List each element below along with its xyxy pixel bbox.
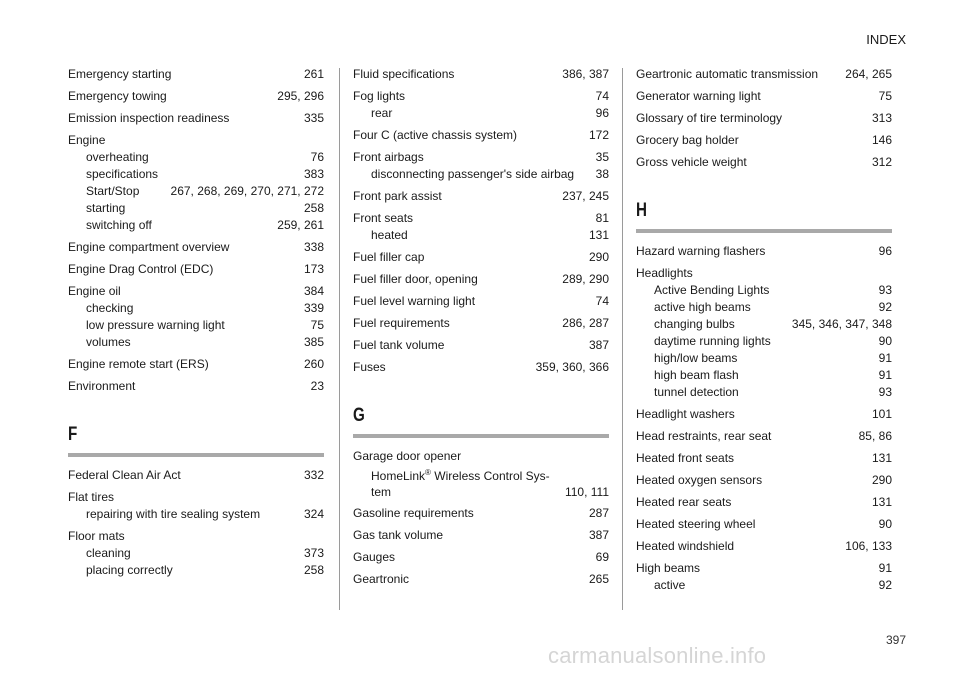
entry-pages: 101 — [871, 407, 892, 421]
subentry-pages: 258 — [303, 563, 324, 577]
index-entry — [353, 359, 609, 376]
subentry-pages: 324 — [303, 507, 324, 521]
index-entry — [353, 527, 609, 544]
entry-pages: 313 — [871, 111, 892, 125]
index-entry — [636, 406, 892, 423]
index-subentry — [636, 282, 892, 299]
index-entry — [353, 127, 609, 144]
index-entry — [353, 271, 609, 288]
section-letter: G — [353, 405, 365, 426]
section-divider — [68, 453, 324, 457]
index-entry — [68, 88, 324, 105]
entry-label: Hazard warning flashers — [636, 244, 766, 258]
subentry-label: overheating — [86, 150, 149, 164]
index-subentry — [68, 506, 324, 523]
entry-pages: 289, 290 — [562, 272, 609, 286]
subentry-label: volumes — [86, 335, 131, 349]
entry-label: Engine compartment overview — [68, 240, 230, 254]
entry-pages: 172 — [588, 128, 609, 142]
entry-pages: 131 — [871, 451, 892, 465]
entry-label: Floor mats — [68, 529, 125, 543]
entry-label: Gasoline requirements — [353, 506, 474, 520]
entry-pages: 386, 387 — [562, 67, 609, 81]
entry-label: Emergency towing — [68, 89, 167, 103]
index-column-2 — [353, 66, 609, 588]
entry-label: Flat tires — [68, 490, 115, 504]
index-entry — [353, 149, 609, 166]
index-subentry — [353, 465, 609, 500]
entry-pages: 146 — [871, 133, 892, 147]
entry-label: Gas tank volume — [353, 528, 444, 542]
subentry-label: high beam flash — [654, 368, 739, 382]
index-subentry — [353, 227, 609, 244]
page-number: 397 — [885, 633, 906, 647]
subentry-pages: 258 — [303, 201, 324, 215]
entry-label: Heated oxygen sensors — [636, 473, 763, 487]
entry-label: Generator warning light — [636, 89, 761, 103]
index-entry — [636, 538, 892, 555]
subentry-pages: 345, 346, 347, 348 — [791, 317, 892, 331]
index-subentry — [636, 384, 892, 401]
entry-label: Engine remote start (ERS) — [68, 357, 209, 371]
subentry-label-line2 — [371, 484, 609, 500]
subentry-pages: 383 — [303, 167, 324, 181]
entry-pages: 131 — [871, 495, 892, 509]
subentry-pages: 75 — [310, 318, 324, 332]
entry-pages: 290 — [588, 250, 609, 264]
entry-pages: 23 — [310, 379, 324, 393]
entry-label: Fog lights — [353, 89, 406, 103]
entry-pages: 295, 296 — [277, 89, 324, 103]
index-entry — [353, 315, 609, 332]
index-entry — [636, 88, 892, 105]
subentry-pages: 93 — [878, 385, 892, 399]
section-divider — [353, 434, 609, 438]
entry-label: Environment — [68, 379, 136, 393]
subentry-pages: 76 — [310, 150, 324, 164]
entry-pages: 335 — [303, 111, 324, 125]
subentry-label: active — [654, 578, 686, 592]
index-entry — [636, 132, 892, 149]
entry-label: Fluid specifications — [353, 67, 455, 81]
index-entry — [636, 154, 892, 171]
entry-label: Gauges — [353, 550, 396, 564]
entry-label: Front seats — [353, 211, 414, 225]
entry-pages: 90 — [878, 517, 892, 531]
entry-label: Fuses — [353, 360, 386, 374]
entry-label: Headlights — [636, 266, 693, 280]
subentry-pages: 92 — [878, 300, 892, 314]
entry-label: Heated windshield — [636, 539, 735, 553]
subentry-pages: 339 — [303, 301, 324, 315]
index-entry — [68, 110, 324, 127]
entry-pages: 265 — [588, 572, 609, 586]
entry-label: Engine Drag Control (EDC) — [68, 262, 214, 276]
entry-label: Fuel requirements — [353, 316, 450, 330]
index-entry — [353, 293, 609, 310]
subentry-pages: 267, 268, 269, 270, 271, 272 — [170, 184, 324, 198]
entry-pages: 387 — [588, 528, 609, 542]
entry-label: Grocery bag holder — [636, 133, 739, 147]
subentry-pages: 259, 261 — [277, 218, 324, 232]
section-letter: H — [636, 200, 647, 221]
index-entry — [353, 571, 609, 588]
index-entry — [353, 88, 609, 105]
index-entry — [68, 489, 324, 506]
subentry-pages: 131 — [588, 228, 609, 242]
subentry-label: disconnecting passenger's side airbag — [371, 167, 575, 181]
index-subentry — [68, 166, 324, 183]
index-entry — [636, 110, 892, 127]
index-subentry — [636, 367, 892, 384]
entry-label: Garage door opener — [353, 449, 462, 463]
index-subentry — [636, 299, 892, 316]
index-entry — [68, 66, 324, 83]
index-entry — [353, 249, 609, 266]
subentry-label: active high beams — [654, 300, 751, 314]
subentry-pages: 90 — [878, 334, 892, 348]
entry-label: Federal Clean Air Act — [68, 468, 181, 482]
entry-label: Geartronic automatic transmission — [636, 67, 819, 81]
index-entry — [68, 261, 324, 278]
entry-pages: 74 — [595, 294, 609, 308]
index-entry — [353, 505, 609, 522]
subentry-label: placing correctly — [86, 563, 173, 577]
index-subentry — [68, 562, 324, 579]
entry-label: High beams — [636, 561, 701, 575]
subentry-label: specifications — [86, 167, 159, 181]
entry-pages: 35 — [595, 150, 609, 164]
entry-pages: 332 — [303, 468, 324, 482]
entry-label: Fuel filler cap — [353, 250, 425, 264]
entry-pages: 91 — [878, 561, 892, 575]
entry-pages: 312 — [871, 155, 892, 169]
index-entry — [353, 337, 609, 354]
index-entry — [636, 265, 892, 282]
subentry-pages: 91 — [878, 368, 892, 382]
index-entry — [68, 283, 324, 300]
index-entry — [68, 467, 324, 484]
index-entry — [353, 549, 609, 566]
subentry-label-continued: tem — [371, 485, 392, 499]
subentry-pages: 373 — [303, 546, 324, 560]
entry-pages: 286, 287 — [562, 316, 609, 330]
index-entry — [636, 243, 892, 260]
index-subentry — [636, 333, 892, 350]
subentry-label: switching off — [86, 218, 152, 232]
entry-label: Heated front seats — [636, 451, 735, 465]
subentry-label: repairing with tire sealing system — [86, 507, 261, 521]
entry-pages: 290 — [871, 473, 892, 487]
index-entry — [68, 378, 324, 395]
index-entry — [636, 450, 892, 467]
index-subentry — [68, 183, 324, 200]
watermark: carmanualsonline.info — [548, 643, 767, 668]
index-entry — [636, 516, 892, 533]
entry-label: Front airbags — [353, 150, 424, 164]
index-column-1 — [68, 66, 324, 579]
subentry-label-line1 — [371, 465, 609, 484]
subentry-pages: 92 — [878, 578, 892, 592]
index-subentry — [68, 200, 324, 217]
registered-mark: ® — [425, 468, 431, 477]
subentry-pages: 96 — [595, 106, 609, 120]
entry-label: Engine — [68, 133, 106, 147]
index-entry — [353, 66, 609, 83]
entry-pages: 387 — [588, 338, 609, 352]
subentry-label: HomeLink — [371, 469, 426, 483]
subentry-label: Active Bending Lights — [654, 283, 770, 297]
index-subentry — [353, 105, 609, 122]
subentry-label: Start/Stop — [86, 184, 140, 198]
index-subentry — [636, 350, 892, 367]
section-header — [353, 404, 609, 438]
index-column-3 — [636, 66, 892, 594]
entry-pages: 359, 360, 366 — [535, 360, 609, 374]
subentry-label: heated — [371, 228, 408, 242]
subentry-label: tunnel detection — [654, 385, 739, 399]
entry-label: Headlight washers — [636, 407, 735, 421]
entry-pages: 338 — [303, 240, 324, 254]
index-entry — [68, 132, 324, 149]
index-subentry — [68, 217, 324, 234]
index-entry — [353, 448, 609, 465]
subentry-label: changing bulbs — [654, 317, 735, 331]
index-subentry — [68, 334, 324, 351]
subentry-pages: 93 — [878, 283, 892, 297]
entry-pages: 261 — [303, 67, 324, 81]
entry-label: Fuel level warning light — [353, 294, 476, 308]
entry-label: Fuel filler door, opening — [353, 272, 478, 286]
index-entry — [353, 188, 609, 205]
index-entry — [68, 528, 324, 545]
index-subentry — [68, 545, 324, 562]
index-entry — [353, 210, 609, 227]
entry-label: Glossary of tire terminology — [636, 111, 783, 125]
entry-pages: 106, 133 — [845, 539, 892, 553]
entry-pages: 69 — [595, 550, 609, 564]
index-subentry — [68, 300, 324, 317]
entry-label: Heated rear seats — [636, 495, 732, 509]
index-entry — [636, 560, 892, 577]
index-subentry — [68, 149, 324, 166]
entry-pages: 74 — [595, 89, 609, 103]
entry-pages: 81 — [595, 211, 609, 225]
entry-pages: 384 — [303, 284, 324, 298]
subentry-pages: 38 — [595, 167, 609, 181]
entry-pages: 96 — [878, 244, 892, 258]
subentry-pages: 385 — [303, 335, 324, 349]
subentry-label: cleaning — [86, 546, 131, 560]
subentry-label: starting — [86, 201, 126, 215]
index-entry — [636, 66, 892, 83]
section-header — [68, 423, 324, 457]
subentry-pages: 110, 111 — [564, 485, 609, 499]
entry-pages: 260 — [303, 357, 324, 371]
subentry-label: checking — [86, 301, 134, 315]
entry-pages: 237, 245 — [562, 189, 609, 203]
subentry-label: daytime running lights — [654, 334, 771, 348]
entry-label: Front park assist — [353, 189, 442, 203]
section-header — [636, 199, 892, 233]
entry-label: Four C (active chassis system) — [353, 128, 518, 142]
index-subentry — [636, 316, 892, 333]
entry-label: Emission inspection readiness — [68, 111, 230, 125]
index-entry — [636, 428, 892, 445]
index-subentry — [353, 166, 609, 183]
index-subentry — [636, 577, 892, 594]
subentry-pages: 91 — [878, 351, 892, 365]
entry-label: Geartronic — [353, 572, 410, 586]
subentry-label: low pressure warning light — [86, 318, 225, 332]
entry-pages: 264, 265 — [845, 67, 892, 81]
index-entry — [636, 472, 892, 489]
index-entry — [68, 239, 324, 256]
entry-pages: 75 — [878, 89, 892, 103]
column-divider — [622, 68, 623, 610]
section-divider — [636, 229, 892, 233]
entry-label: Emergency starting — [68, 67, 172, 81]
subentry-label-rest: Wireless Control Sys- — [430, 469, 550, 483]
section-letter: F — [68, 424, 78, 445]
index-entry — [68, 356, 324, 373]
subentry-label: rear — [371, 106, 393, 120]
entry-pages: 287 — [588, 506, 609, 520]
index-subentry — [68, 317, 324, 334]
entry-label: Engine oil — [68, 284, 121, 298]
entry-label: Head restraints, rear seat — [636, 429, 772, 443]
entry-label: Heated steering wheel — [636, 517, 756, 531]
index-entry — [636, 494, 892, 511]
entry-label: Gross vehicle weight — [636, 155, 747, 169]
column-divider — [339, 68, 340, 610]
subentry-label: high/low beams — [654, 351, 738, 365]
page-header-title: INDEX — [866, 32, 906, 47]
entry-pages: 173 — [303, 262, 324, 276]
entry-label: Fuel tank volume — [353, 338, 445, 352]
entry-pages: 85, 86 — [858, 429, 892, 443]
